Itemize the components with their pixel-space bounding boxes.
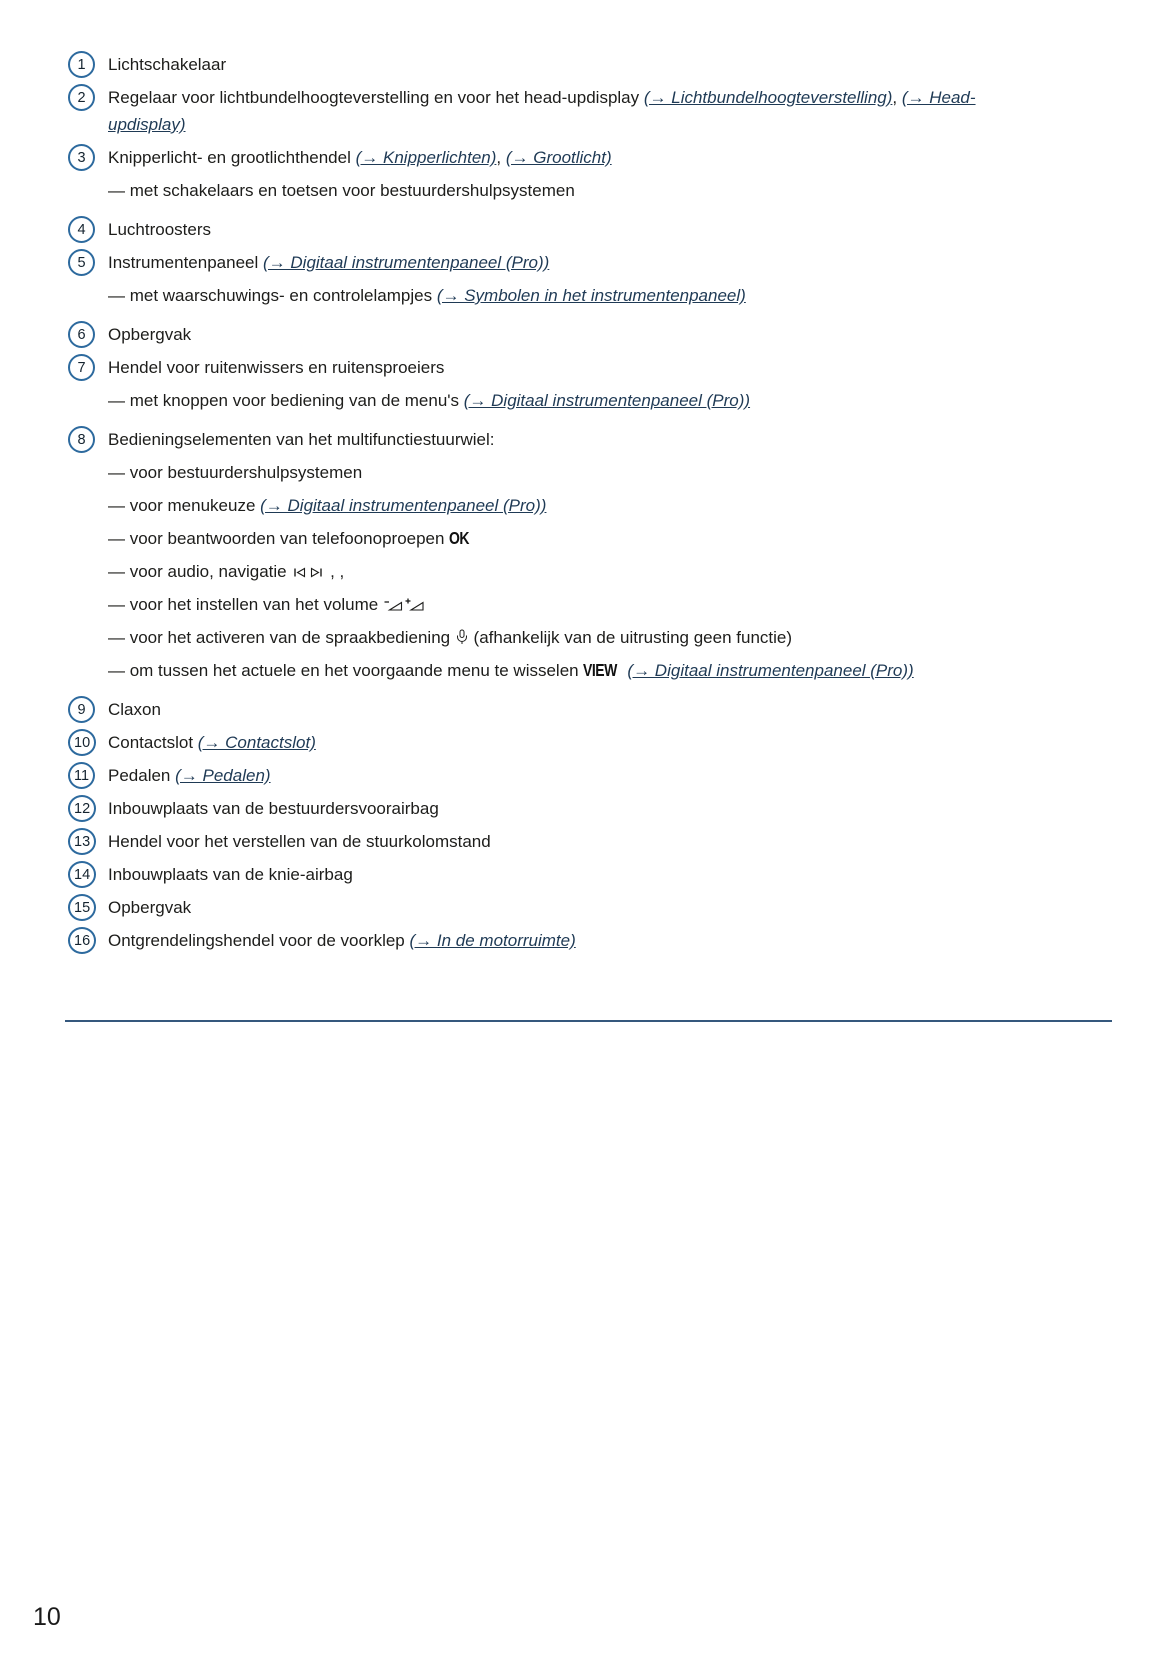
item-text: Lichtschakelaar — [108, 55, 227, 74]
item-number-column — [68, 84, 108, 111]
item-text: — voor bestuurdershulpsystemen — [108, 463, 363, 482]
item-text-block — [108, 696, 1013, 723]
list-subitem — [68, 177, 1115, 204]
item-text: — voor beantwoorden van telefoonoproepen — [108, 529, 450, 548]
item-text: — met knoppen voor bediening van de menu's — [108, 391, 464, 410]
item-number-column — [68, 216, 108, 243]
item-number-column — [68, 927, 108, 954]
cross-reference-link[interactable]: (→ Digitaal instrumentenpaneel (Pro)) — [260, 496, 547, 515]
item-text-block — [108, 144, 1013, 171]
item-text: — voor menukeuze — [108, 496, 261, 515]
cross-reference-link[interactable]: (→ Symbolen in het instrumentenpaneel) — [436, 286, 746, 305]
item-number-column — [68, 894, 108, 921]
item-number-badge: 2 — [68, 84, 95, 111]
item-text-block — [108, 282, 1013, 309]
list-subitem — [68, 657, 1115, 684]
list-item — [68, 861, 1115, 888]
item-text: Claxon — [108, 700, 161, 719]
item-text-block — [108, 861, 1013, 888]
item-text: — met waarschuwings- en controlelampjes — [108, 286, 437, 305]
item-text-block — [108, 354, 1013, 381]
item-number-badge: 16 — [68, 927, 96, 954]
list-item — [68, 84, 1115, 138]
item-number-column — [68, 795, 108, 822]
item-number-badge: 9 — [68, 696, 95, 723]
item-number-column — [68, 696, 108, 723]
list-subitem — [68, 624, 1115, 651]
microphone-icon — [455, 628, 469, 647]
item-text-block — [108, 795, 1013, 822]
list-item — [68, 51, 1115, 78]
item-text-block — [108, 591, 1013, 618]
item-text: Regelaar voor lichtbundelhoogteverstelling en voor het head-updisplay — [108, 88, 644, 107]
list-item — [68, 354, 1115, 381]
cross-reference-link[interactable]: (→ Head-updisplay) — [108, 88, 976, 134]
item-text-block — [108, 492, 1013, 519]
cross-reference-link[interactable]: (→ Knipperlichten) — [355, 148, 497, 167]
cross-reference-link[interactable]: (→ Contactslot) — [197, 733, 316, 752]
item-text-block — [108, 249, 1013, 276]
list-item — [68, 426, 1115, 453]
item-text-block — [108, 558, 1013, 585]
next-track-icon — [308, 562, 325, 581]
cross-reference-link[interactable]: (→ Digitaal instrumentenpaneel (Pro)) — [263, 253, 550, 272]
item-text-block — [108, 51, 1013, 78]
item-text-block — [108, 321, 1013, 348]
cross-reference-link[interactable]: (→ Lichtbundelhoogteverstelling) — [643, 88, 893, 107]
item-text-block — [108, 828, 1013, 855]
item-text: Luchtroosters — [108, 220, 211, 239]
item-text-block — [108, 762, 1013, 789]
item-text: Inbouwplaats van de knie-airbag — [108, 865, 353, 884]
item-text: Opbergvak — [108, 898, 192, 917]
list-subitem — [68, 525, 1115, 552]
item-number-badge: 14 — [68, 861, 96, 888]
item-text-block — [108, 729, 1013, 756]
item-number-badge: 13 — [68, 828, 96, 855]
item-text-block — [108, 657, 1013, 684]
volume-down-icon — [383, 595, 404, 614]
list-subitem — [68, 459, 1115, 486]
item-text: — voor het instellen van het volume — [108, 595, 383, 614]
list-item — [68, 321, 1115, 348]
list-item — [68, 144, 1115, 171]
item-text: — om tussen het actuele en het voorgaande menu te wisselen — [108, 661, 584, 680]
page-number: 10 — [33, 1603, 61, 1631]
item-text: Bedieningselementen van het multifunctiestuurwiel: — [108, 430, 495, 449]
item-number-column — [68, 321, 108, 348]
item-number-badge: 7 — [68, 354, 95, 381]
list-item — [68, 828, 1115, 855]
list-item — [68, 894, 1115, 921]
item-number-column — [68, 426, 108, 453]
item-text-block — [108, 426, 1013, 453]
list-item — [68, 729, 1115, 756]
item-text: Pedalen — [108, 766, 176, 785]
item-text-block — [108, 927, 1013, 954]
item-text-block — [108, 525, 1013, 552]
item-text: Contactslot — [108, 733, 198, 752]
item-number-column — [68, 249, 108, 276]
list-subitem — [68, 591, 1115, 618]
item-number-column — [68, 144, 108, 171]
item-number-badge: 5 — [68, 249, 95, 276]
item-number-column — [68, 354, 108, 381]
list-item — [68, 216, 1115, 243]
list-item — [68, 927, 1115, 954]
list-item — [68, 249, 1115, 276]
item-text-block — [108, 624, 1013, 651]
list-subitem — [68, 282, 1115, 309]
item-text: , — [496, 148, 506, 167]
cross-reference-link[interactable]: (→ In de motorruimte) — [409, 931, 576, 950]
cross-reference-link[interactable]: (→ Pedalen) — [175, 766, 271, 785]
item-text: — voor audio, navigatie — [108, 562, 292, 581]
item-number-badge: 12 — [68, 795, 96, 822]
item-text: (afhankelijk van de uitrusting geen functie) — [468, 628, 793, 647]
item-number-column — [68, 861, 108, 888]
item-text-block — [108, 177, 1013, 204]
list-item — [68, 762, 1115, 789]
list-item — [68, 795, 1115, 822]
item-number-badge: 10 — [68, 729, 96, 756]
item-number-column — [68, 729, 108, 756]
section-divider — [65, 1020, 1112, 1022]
item-text: Inbouwplaats van de bestuurdersvoorairbag — [108, 799, 439, 818]
cross-reference-link[interactable]: (→ Grootlicht) — [505, 148, 612, 167]
cross-reference-link[interactable]: (→ Digitaal instrumentenpaneel (Pro)) — [627, 661, 914, 680]
item-text: — met schakelaars en toetsen voor bestuurdershulpsystemen — [108, 181, 575, 200]
item-text: Ontgrendelingshendel voor de voorklep — [108, 931, 410, 950]
item-text: , — [892, 88, 902, 107]
item-number-column — [68, 762, 108, 789]
item-text: Opbergvak — [108, 325, 192, 344]
item-text: , , — [325, 562, 345, 581]
item-number-badge: 3 — [68, 144, 95, 171]
item-number-badge: 15 — [68, 894, 96, 921]
item-text-block — [108, 216, 1013, 243]
volume-up-icon — [404, 595, 425, 614]
view-button-icon: VIEW — [583, 660, 618, 680]
item-number-badge: 6 — [68, 321, 95, 348]
list-item — [68, 696, 1115, 723]
list-subitem — [68, 387, 1115, 414]
item-text: Knipperlicht- en grootlichthendel — [108, 148, 356, 167]
item-number-badge: 8 — [68, 426, 95, 453]
item-number-column — [68, 51, 108, 78]
item-text: Hendel voor het verstellen van de stuurkolomstand — [108, 832, 491, 851]
item-number-column — [68, 828, 108, 855]
list-subitem — [68, 558, 1115, 585]
item-text-block — [108, 459, 1013, 486]
item-text-block — [108, 387, 1013, 414]
item-number-badge: 4 — [68, 216, 95, 243]
ok-button-icon: OK — [449, 528, 470, 548]
cross-reference-link[interactable]: (→ Digitaal instrumentenpaneel (Pro)) — [463, 391, 751, 410]
legend-list — [68, 51, 1115, 1022]
item-text-block — [108, 84, 1013, 138]
item-text: — voor het activeren van de spraakbediening — [108, 628, 455, 647]
item-number-badge: 11 — [68, 762, 95, 789]
item-text-block — [108, 894, 1013, 921]
list-subitem — [68, 492, 1115, 519]
previous-track-icon — [291, 562, 308, 581]
item-number-badge: 1 — [68, 51, 95, 78]
item-text: Instrumentenpaneel — [108, 253, 263, 272]
item-text: Hendel voor ruitenwissers en ruitensproeiers — [108, 358, 445, 377]
